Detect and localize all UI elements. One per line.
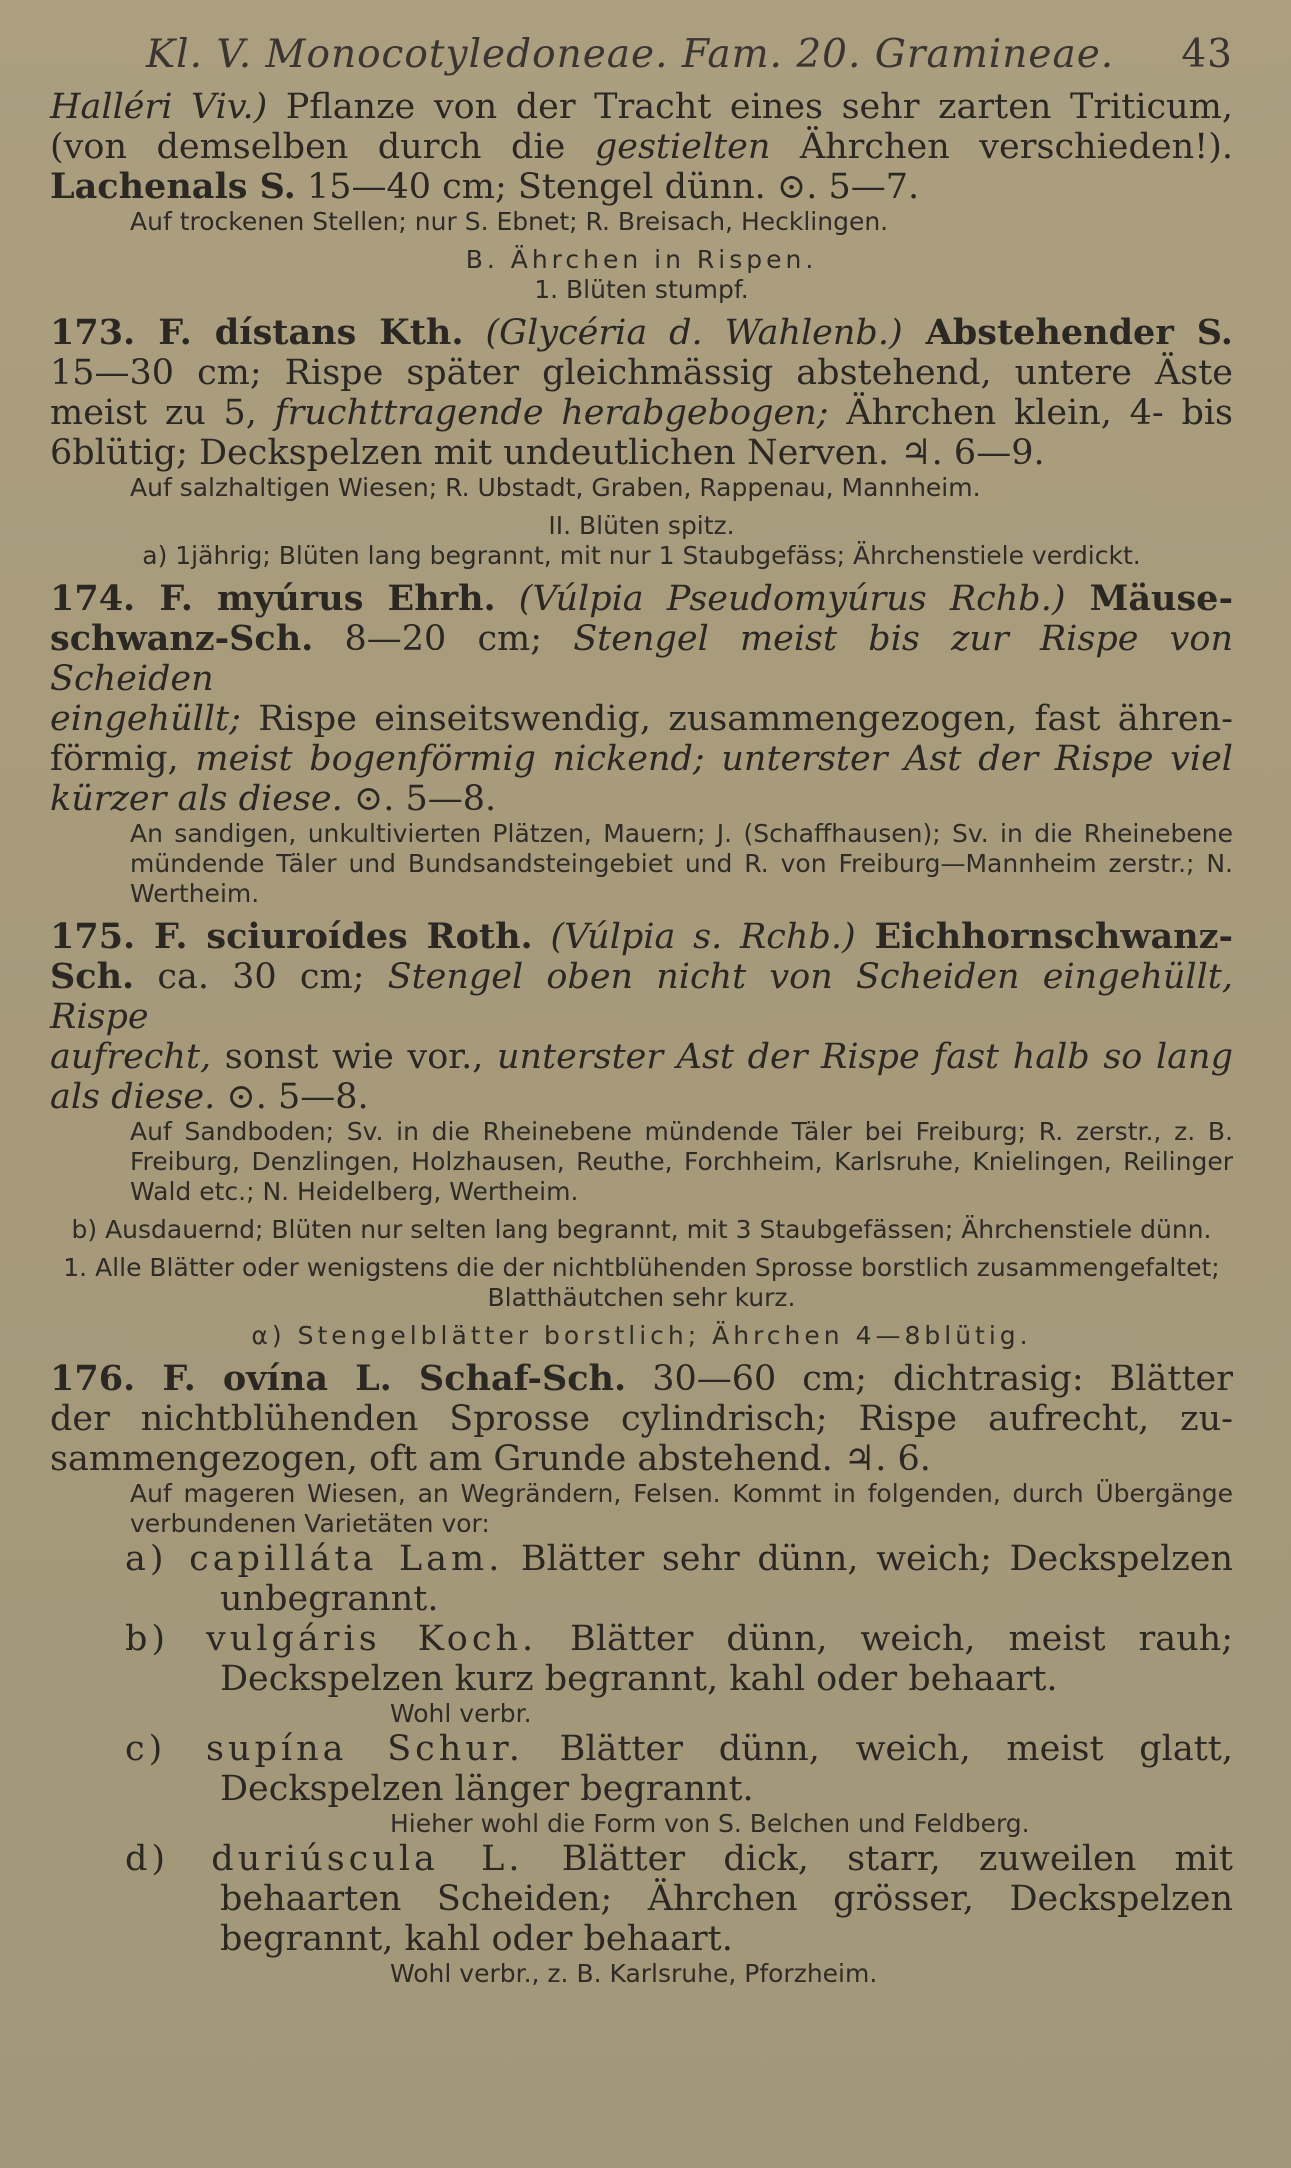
- intro-habitat: Auf trockenen Stellen; nur S. Ebnet; R. Breisach, Hecklingen.: [130, 207, 889, 236]
- variety-c-note: Hieher wohl die Form von S. Belchen und Feldberg.: [390, 1809, 1030, 1838]
- intro-line-3: Lachenals S. 15—40 cm; Stengel dünn. ⊙. 5—7.: [50, 166, 920, 207]
- entry-175-habitat: Auf Sandboden; Sv. in die Rheinebene mündende Täler bei Freiburg; R. zerstr., z. B. Freiburg, Denzlingen, Holzhausen, Reuthe, Forchheim, Karlsruhe, Knielingen, Reilinger Wald etc.; N. Heidelberg, Wertheim.: [130, 1117, 1233, 1206]
- intro-line-2: (von demselben durch die gestielten Ährchen verschieden!).: [50, 127, 1233, 167]
- variety-b: b) vulgáris Koch. Blätter dünn, weich, meist rauh; Deckspelzen kurz begrannt, kahl oder behaart.: [125, 1619, 1233, 1699]
- running-header: [146, 32, 1233, 77]
- section-alpha-heading: α) Stengelblätter borstlich; Ährchen 4—8blütig.: [251, 1321, 1032, 1350]
- entry-173-line-1: 173. F. dístans Kth. (Glycéria d. Wahlenb.) Abstehender S.: [50, 312, 1233, 353]
- entry-173-line-4: 6blütig; Deckspelzen mit undeutlichen Nerven. ♃. 6—9.: [50, 433, 1045, 473]
- entry-174-line-4: förmig, meist bogenförmig nickend; unterster Ast der Rispe viel: [50, 739, 1234, 779]
- entry-174-line-5: kürzer als diese. ⊙. 5—8.: [50, 779, 497, 819]
- variety-d-note: Wohl verbr., z. B. Karlsruhe, Pforzheim.: [390, 1959, 878, 1988]
- section-b-heading: B. Ährchen in Rispen.: [465, 245, 818, 274]
- variety-list: [50, 1539, 1233, 1989]
- running-title: Kl. V. Monocotyledoneae. Fam. 20. Gramineae.: [146, 32, 1115, 77]
- entry-176-line-3: sammengezogen, oft am Grunde abstehend. ♃. 6.: [50, 1439, 931, 1479]
- entry-174-line-1: 174. F. myúrus Ehrh. (Vúlpia Pseudomyúrus Rchb.) Mäuse-: [50, 578, 1233, 619]
- variety-c: c) supína Schur. Blätter dünn, weich, meist glatt, Deckspelzen länger begrannt.: [125, 1729, 1233, 1809]
- entry-175-line-4: als diese. ⊙. 5—8.: [50, 1077, 369, 1117]
- entry-175-line-1: 175. F. sciuroídes Roth. (Vúlpia s. Rchb.) Eichhornschwanz-: [50, 916, 1233, 957]
- section-b2-heading: b) Ausdauernd; Blüten nur selten lang begrannt, mit 3 Staubgefässen; Ährchenstiele dünn.: [71, 1215, 1212, 1244]
- entry-176-habitat: Auf mageren Wiesen, an Wegrändern, Felsen. Kommt in folgenden, durch Übergänge verbundenen Varietäten vor:: [130, 1479, 1233, 1538]
- intro-line-1: Halléri Viv.) Pflanze von der Tracht eines sehr zarten Triticum,: [50, 87, 1233, 127]
- section-1b-heading: 1. Alle Blätter oder wenigstens die der nichtblühenden Sprosse borstlich zusammengefaltet; Blatthäutchen sehr kurz.: [63, 1253, 1220, 1312]
- variety-d: d) duriúscula L. Blätter dick, starr, zuweilen mit behaarten Scheiden; Ährchen grösser, Deckspelzen begrannt, kahl oder behaart.: [125, 1839, 1233, 1959]
- entry-176-line-1: 176. F. ovína L. Schaf-Sch. 30—60 cm; dichtrasig: Blätter: [50, 1358, 1233, 1399]
- variety-a: a) capilláta Lam. Blätter sehr dünn, weich; Deckspelzen unbegrannt.: [125, 1539, 1234, 1619]
- entry-174-line-3: eingehüllt; Rispe einseitswendig, zusammengezogen, fast ähren-: [50, 699, 1233, 739]
- entry-173-habitat: Auf salzhaltigen Wiesen; R. Ubstadt, Graben, Rappenau, Mannheim.: [130, 473, 981, 502]
- section-1-heading: 1. Blüten stumpf.: [534, 275, 749, 304]
- variety-b-note: Wohl verbr.: [390, 1699, 532, 1728]
- section-a-heading: a) 1jährig; Blüten lang begrannt, mit nur 1 Staubgefäss; Ährchenstiele verdickt.: [142, 541, 1141, 570]
- entry-174-line-2: schwanz-Sch. 8—20 cm; Stengel meist bis zur Rispe von Scheiden: [50, 618, 1233, 699]
- entry-176-line-2: der nichtblühenden Sprosse cylindrisch; Rispe aufrecht, zu-: [50, 1399, 1233, 1439]
- entry-174-habitat: An sandigen, unkultivierten Plätzen, Mauern; J. (Schaffhausen); Sv. in die Rheinebene mündende Täler und Bundsandsteingebiet und R. von Freiburg—Mannheim zerstr.; N. Wertheim.: [130, 819, 1233, 908]
- entry-173-line-3: meist zu 5, fruchttragende herabgebogen; Ährchen klein, 4- bis: [50, 393, 1234, 433]
- entry-173-line-2: 15—30 cm; Rispe später gleichmässig abstehend, untere Äste: [50, 353, 1233, 393]
- entry-175-line-2: Sch. ca. 30 cm; Stengel oben nicht von Scheiden eingehüllt, Rispe: [50, 956, 1233, 1037]
- page-number: 43: [1181, 32, 1233, 77]
- section-II-heading: II. Blüten spitz.: [548, 511, 735, 540]
- entry-175-line-3: aufrecht, sonst wie vor., unterster Ast der Rispe fast halb so lang: [50, 1037, 1233, 1077]
